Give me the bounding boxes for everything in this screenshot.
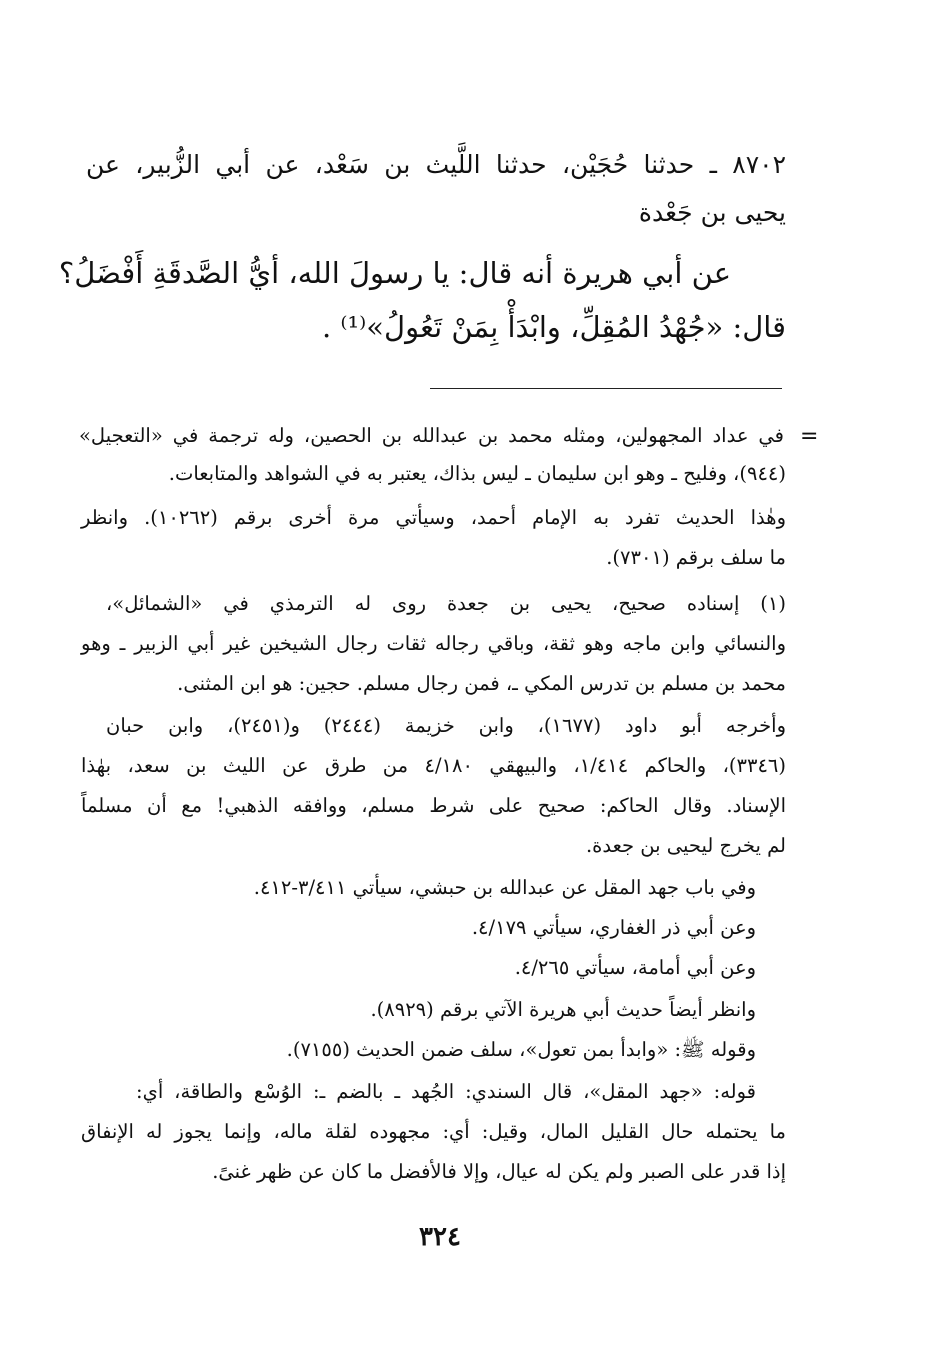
footnote-p2-line-1: وهٰذا الحديث تفرد به الإمام أحمد، وسيأتي مرة أخرى برقم (١٠٢٦٢). وانظر [81,506,786,529]
footnote-1b-line-4: لم يخرج ليحيى بن جعدة. [585,834,786,857]
page-number: ٣٢٤ [419,1222,461,1252]
footnote-1d-line-2: ما يحتمله حال القليل المال، وقيل: أي: مجهوده لقلة ماله، وإنما يجوز له الإنفاق [81,1120,786,1143]
footnote-1-line-1: (١) إسناده صحيح، يحيى بن جعدة روى له الترمذي في «الشمائل»، [106,592,786,615]
isnad-line-2: يحيى بن جَعْدة [638,198,786,227]
footnote-1-line-3: محمد بن مسلم بن تدرس المكي ـ، فمن رجال مسلم. حجين: هو ابن المثنى. [177,672,786,695]
hadith-matn-line-1: عن أبي هريرة أنه قال: يا رسولَ الله، أيُّ الصَّدقَةِ أَفْضَلُ؟ [58,256,731,290]
footnote-separator [430,388,782,389]
footnote-1c-line-3: وعن أبي أمامة، سيأتي ٤/٢٦٥. [514,956,756,979]
footnote-1b-line-3: الإسناد. وقال الحاكم: صحيح على شرط مسلم، ووافقه الذهبي! مع أن مسلماً [81,794,786,817]
footnote-cont-line-2: (٩٤٤)، وفليح ـ وهو ابن سليمان ـ ليس بذاك، يعتبر به في الشواهد والمتابعات. [168,462,786,485]
footnote-1c-line-5: وقوله ﷺ: «وابدأ بمن تعول»، سلف ضمن الحديث (٧١٥٥). [286,1038,756,1061]
footnote-cont-line-1: في عداد المجهولين، ومثله محمد بن عبدالله بن الحصين، وله ترجمة في «التعجيل» [79,424,784,447]
isnad-line-1: ٨٧٠٢ ـ حدثنا حُجَيْن، حدثنا اللَّيث بن سَعْد، عن أبي الزُّبير، عن [86,150,786,179]
continuation-mark: = [800,424,819,449]
footnote-1c-line-4: وانظر أيضاً حديث أبي هريرة الآتي برقم (٨٩٢٩). [370,998,756,1021]
footnote-1c-line-1: وفي باب جهد المقل عن عبدالله بن حبشي، سيأتي ٣/٤١١-٤١٢. [253,876,756,899]
footnote-1d-line-3: إذا قدر على الصبر ولم يكن له عيال، وإلا فالأفضل ما كان عن ظهر غنىً. [212,1160,786,1183]
footnote-1b-line-1: وأخرجه أبو داود (١٦٧٧)، وابن خزيمة (٢٤٤٤) و(٢٤٥١)، وابن حبان [106,714,786,737]
footnote-p2-line-2: ما سلف برقم (٧٣٠١). [606,546,786,569]
footnote-1-line-2: والنسائي وابن ماجه وهو ثقة، وباقي رجاله ثقات رجال الشيخين غير أبي الزبير ـ وهو [81,632,786,655]
hadith-matn-line-2: قال: «جُهْدُ المُقِلِّ، وابْدَأْ بِمَنْ تَعُولُ»⁽¹⁾ . [321,310,786,344]
footnote-1c-line-2: وعن أبي ذر الغفاري، سيأتي ٤/١٧٩. [471,916,756,939]
footnote-1d-line-1: قوله: «جهد المقل»، قال السندي: الجُهد ـ بالضم ـ: الوُسْع والطاقة، أي: [136,1080,756,1103]
footnote-1b-line-2: (٣٣٤٦)، والحاكم ١/٤١٤، والبيهقي ٤/١٨٠ من طرق عن الليث بن سعد، بهٰذا [81,754,787,777]
